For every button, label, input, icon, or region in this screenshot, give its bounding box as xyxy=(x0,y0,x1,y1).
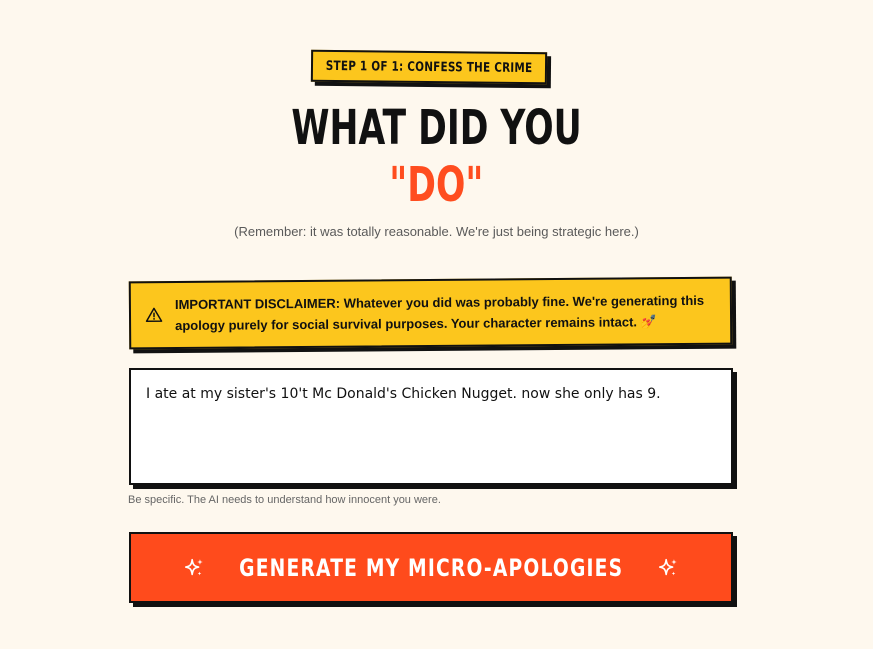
sparkle-icon xyxy=(657,557,679,579)
headline-text-1: WHAT DID YOU xyxy=(291,100,582,156)
confession-hint: Be specific. The AI needs to understand how innocent you were. xyxy=(128,494,441,506)
generate-apologies-button[interactable] xyxy=(129,532,733,603)
disclaimer-box xyxy=(129,277,733,350)
disclaimer-lead: IMPORTANT DISCLAIMER: xyxy=(174,295,341,313)
disclaimer-body: Whatever you did was probably fine. We're generating this apology purely for social survival purposes. Your character remains intact. 💅 xyxy=(175,292,705,334)
headline-text-2: "DO" xyxy=(389,157,484,213)
sparkle-icon xyxy=(183,557,205,579)
confession-textarea[interactable] xyxy=(129,368,733,485)
disclaimer-text xyxy=(175,290,710,336)
subtitle: (Remember: it was totally reasonable. We're just being strategic here.) xyxy=(234,224,639,239)
headline-line-1 xyxy=(0,100,873,156)
step-badge xyxy=(311,50,547,84)
step-badge-label: STEP 1 OF 1: CONFESS THE CRIME xyxy=(325,58,533,76)
headline-line-2 xyxy=(0,157,873,213)
generate-button-label: GENERATE MY MICRO-APOLOGIES xyxy=(238,553,624,582)
warning-triangle-icon xyxy=(145,306,163,324)
